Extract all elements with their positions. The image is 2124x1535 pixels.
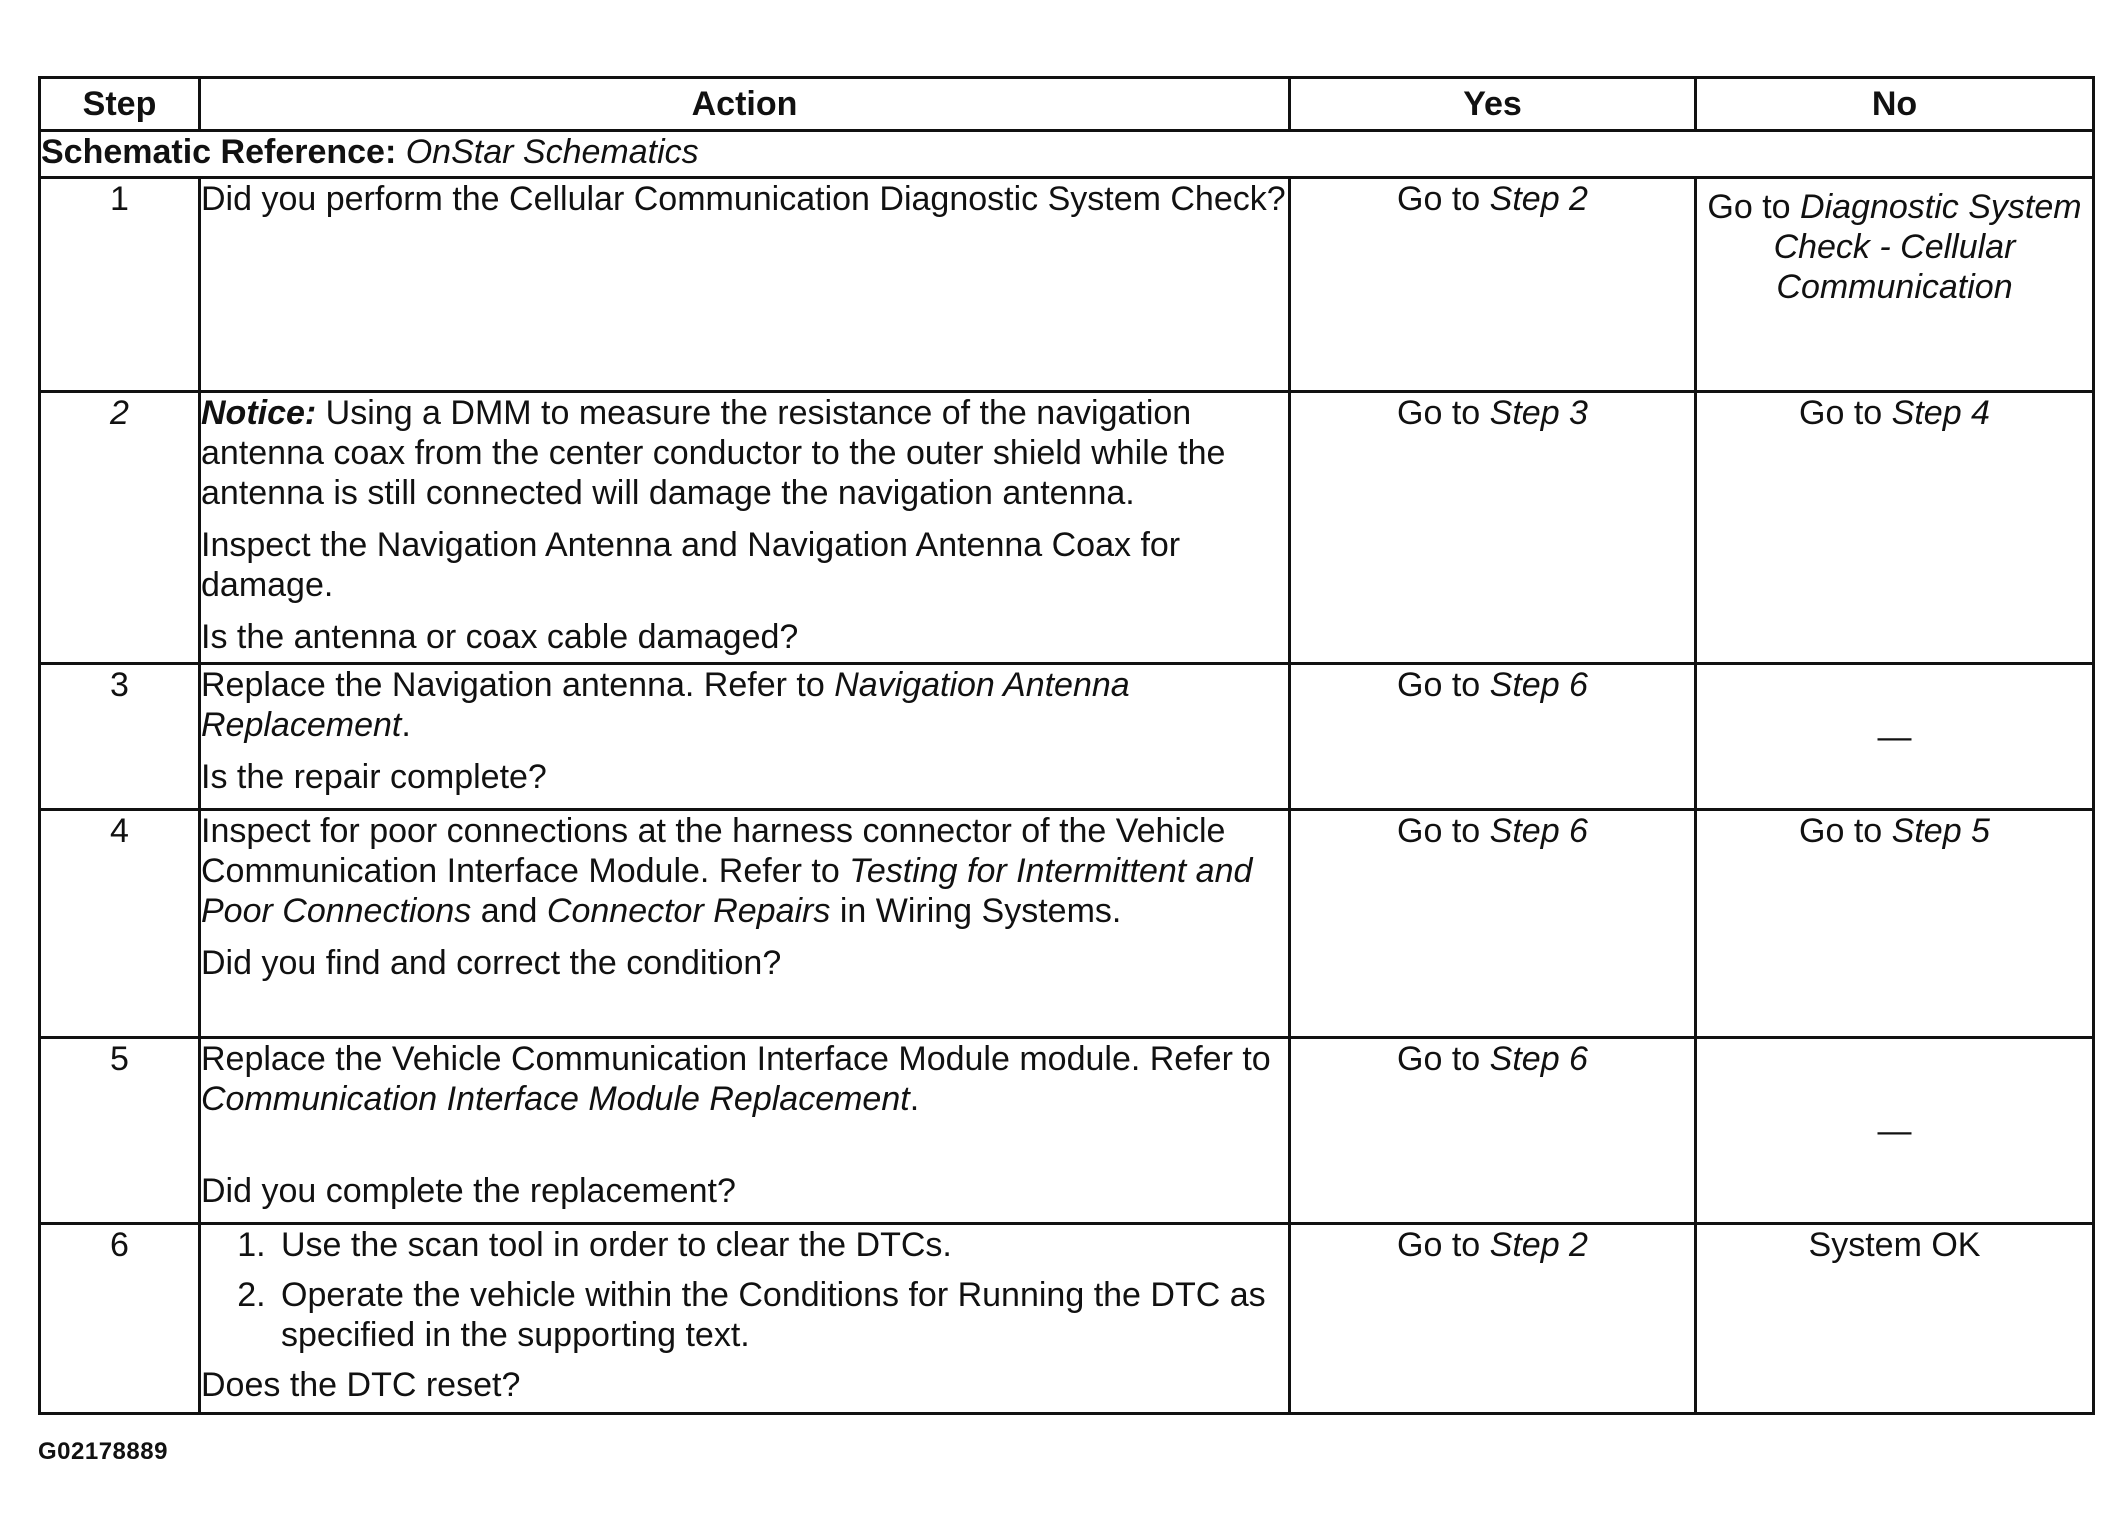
- yes-prefix: Go to: [1397, 1226, 1481, 1264]
- spacer: [201, 1131, 1288, 1171]
- header-no: No: [1696, 78, 2094, 131]
- action-cell: [200, 1224, 1290, 1414]
- header-yes: Yes: [1290, 78, 1696, 131]
- yes-cell: [1290, 810, 1696, 1038]
- action-text-lead: Replace the Vehicle Communication Interface Module module. Refer to: [201, 1040, 1271, 1078]
- yes-cell: [1290, 664, 1696, 810]
- schematic-reference-link[interactable]: OnStar Schematics: [405, 133, 699, 171]
- yes-step-link[interactable]: Step 6: [1489, 1040, 1588, 1078]
- notice-paragraph: [201, 393, 1288, 513]
- no-prefix: Go to: [1799, 812, 1883, 850]
- no-cell: [1696, 1038, 2094, 1224]
- yes-step-link[interactable]: Step 3: [1489, 394, 1588, 432]
- no-cell: [1696, 1224, 2094, 1414]
- action-cell: [200, 664, 1290, 810]
- notice-text: Using a DMM to measure the resistance of the navigation antenna coax from the center conductor to the outer shield while the antenna is still connected will damage the navigation antenna.: [201, 394, 1226, 512]
- no-prefix: Go to: [1707, 188, 1791, 226]
- action-question: Is the repair complete?: [201, 758, 547, 796]
- step-number: 5: [40, 1038, 200, 1224]
- action-suffix: in Wiring Systems.: [830, 892, 1122, 930]
- step-number-text: 2: [110, 394, 129, 432]
- diagnostic-table: [38, 76, 2095, 1415]
- action-period: .: [909, 1080, 920, 1118]
- yes-cell: [1290, 1224, 1696, 1414]
- step-number: 4: [40, 810, 200, 1038]
- no-cell: [1696, 810, 2094, 1038]
- action-cell: [200, 810, 1290, 1038]
- testing-intermittent-link[interactable]: Testing for Intermittent and Poor Connections: [201, 852, 1253, 930]
- yes-prefix: Go to: [1397, 394, 1481, 432]
- action-text: Inspect the Navigation Antenna and Navigation Antenna Coax for damage.: [201, 526, 1181, 604]
- table-row: [40, 810, 2094, 1038]
- action-text-lead: Inspect for poor connections at the harness connector of the Vehicle Communication Interface Module. Refer to: [201, 812, 1226, 890]
- action-steps-list: [201, 1225, 1288, 1355]
- notice-label: Notice:: [201, 394, 317, 432]
- table-row: [40, 178, 2094, 392]
- list-item: 1. Use the scan tool in order to clear the DTCs.: [275, 1225, 1288, 1265]
- yes-cell: [1290, 1038, 1696, 1224]
- action-cell: [200, 1038, 1290, 1224]
- action-question: Is the antenna or coax cable damaged?: [201, 618, 799, 656]
- no-diagnostic-link[interactable]: Diagnostic System Check - Cellular Communication: [1773, 188, 2082, 306]
- no-cell: [1696, 664, 2094, 810]
- yes-step-link[interactable]: Step 6: [1489, 666, 1588, 704]
- action-period: .: [401, 706, 411, 744]
- action-and: and: [471, 892, 547, 930]
- step-number: 6: [40, 1224, 200, 1414]
- list-item: 2. Operate the vehicle within the Conditions for Running the DTC as specified in the supporting text.: [275, 1275, 1288, 1355]
- table-row: [40, 1038, 2094, 1224]
- step-number: [40, 392, 200, 664]
- action-cell: [200, 392, 1290, 664]
- action-question: Did you complete the replacement?: [201, 1172, 736, 1210]
- table-row: [40, 1224, 2094, 1414]
- table-row: [40, 664, 2094, 810]
- no-dash: —: [1877, 1111, 1912, 1150]
- action-text: Did you perform the Cellular Communication Diagnostic System Check?: [201, 180, 1286, 218]
- yes-step-link[interactable]: Step 2: [1489, 180, 1588, 218]
- step-number: 3: [40, 664, 200, 810]
- schematic-reference-label: Schematic Reference:: [41, 133, 397, 171]
- no-step-link[interactable]: Step 5: [1891, 812, 1990, 850]
- no-step-link[interactable]: Step 4: [1891, 394, 1990, 432]
- yes-step-link[interactable]: Step 2: [1489, 1226, 1588, 1264]
- table-row: [40, 392, 2094, 664]
- action-text: [201, 665, 1288, 745]
- header-step: Step: [40, 78, 200, 131]
- action-cell: [200, 178, 1290, 392]
- no-prefix: Go to: [1799, 394, 1883, 432]
- navigation-antenna-replacement-link[interactable]: Navigation Antenna Replacement: [201, 666, 1130, 744]
- yes-cell: [1290, 392, 1696, 664]
- yes-prefix: Go to: [1397, 180, 1481, 218]
- action-text-lead: Replace the Navigation antenna. Refer to: [201, 666, 835, 704]
- figure-id: G02178889: [38, 1438, 168, 1465]
- yes-cell: [1290, 178, 1696, 392]
- no-result: System OK: [1808, 1226, 1981, 1264]
- step-number: 1: [40, 178, 200, 392]
- action-text: [201, 811, 1288, 931]
- action-question: Does the DTC reset?: [201, 1366, 521, 1404]
- module-replacement-link[interactable]: Communication Interface Module Replacement: [201, 1080, 910, 1118]
- action-question: Did you find and correct the condition?: [201, 944, 782, 982]
- connector-repairs-link[interactable]: Connector Repairs: [546, 892, 831, 930]
- schematic-reference: [40, 131, 2094, 178]
- no-cell: [1696, 392, 2094, 664]
- no-dash: —: [1877, 717, 1912, 756]
- yes-prefix: Go to: [1397, 666, 1481, 704]
- no-cell: [1696, 178, 2094, 392]
- header-action: Action: [200, 78, 1290, 131]
- action-text: [201, 1039, 1288, 1119]
- header-row: [40, 78, 2094, 131]
- yes-prefix: Go to: [1397, 1040, 1481, 1078]
- schematic-reference-row: [40, 131, 2094, 178]
- yes-step-link[interactable]: Step 6: [1489, 812, 1588, 850]
- yes-prefix: Go to: [1397, 812, 1481, 850]
